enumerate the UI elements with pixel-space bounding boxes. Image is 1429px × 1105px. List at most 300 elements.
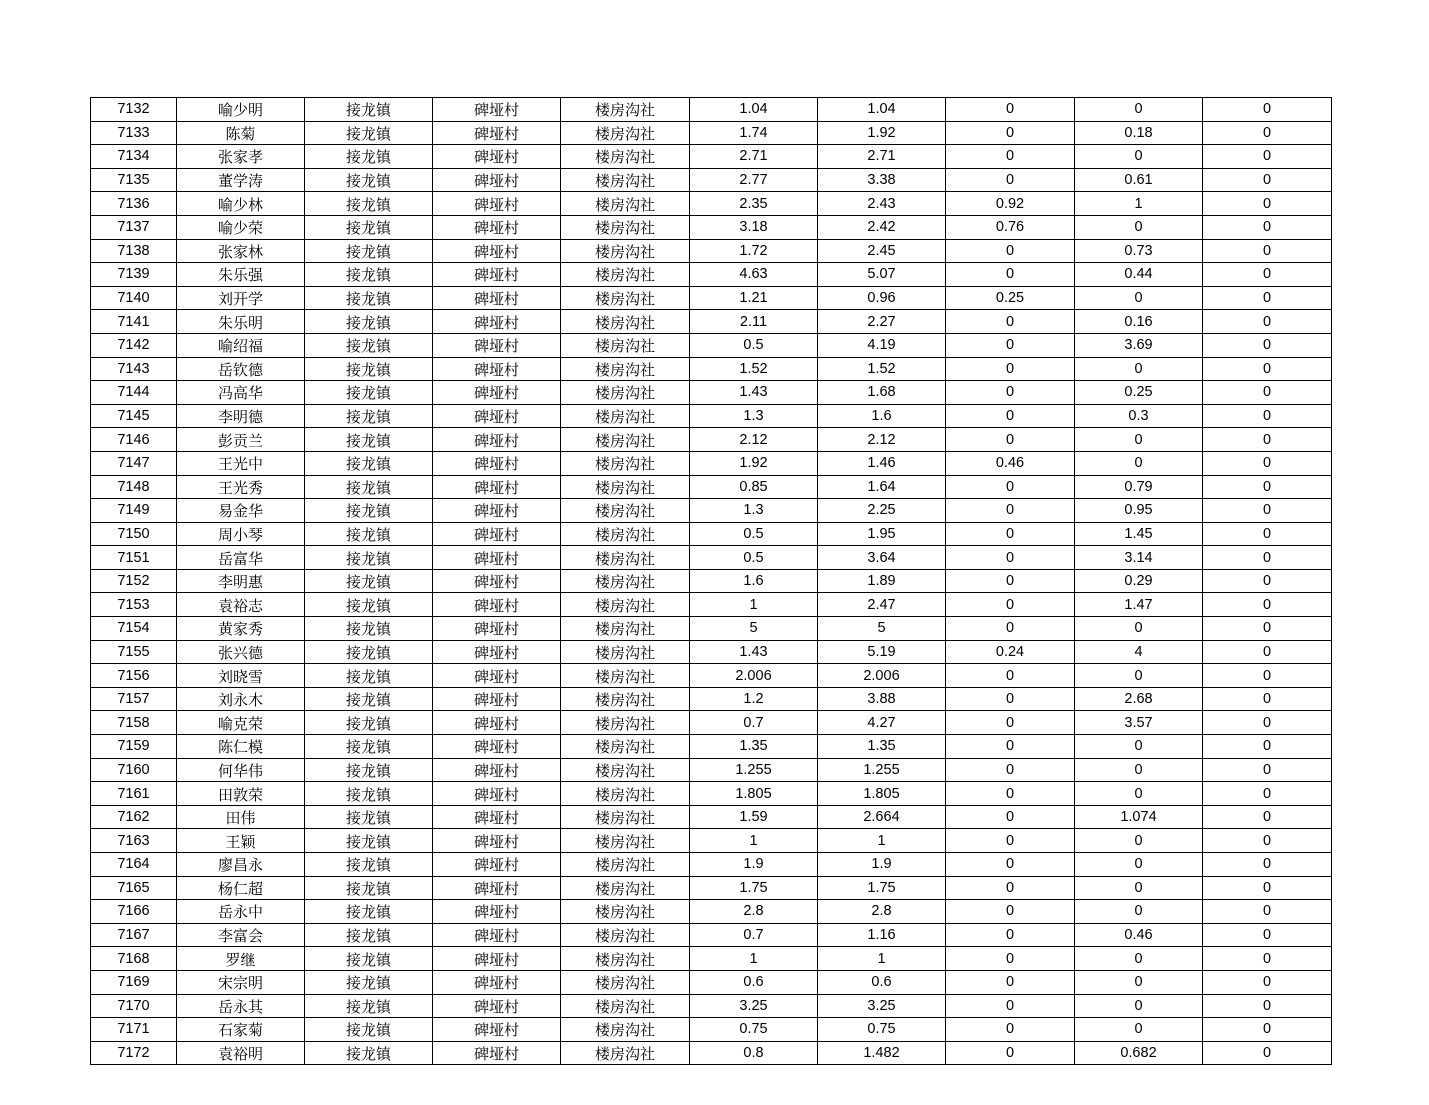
group-cell: 楼房沟社: [561, 970, 690, 994]
table-row: [91, 98, 1332, 122]
group-cell: 楼房沟社: [561, 664, 690, 688]
group-cell: 楼房沟社: [561, 381, 690, 405]
value-3-cell: 0: [946, 145, 1075, 169]
group-cell: 楼房沟社: [561, 263, 690, 287]
table-row: [91, 687, 1332, 711]
value-2-cell: 1.255: [818, 758, 946, 782]
id-cell: 7161: [91, 782, 177, 806]
table-row: [91, 192, 1332, 216]
value-2-cell: 5.07: [818, 263, 946, 287]
value-4-cell: 0: [1075, 970, 1203, 994]
value-1-cell: 1.75: [690, 876, 818, 900]
value-4-cell: 0: [1075, 1018, 1203, 1042]
value-5-cell: 0: [1203, 970, 1332, 994]
town-cell: 接龙镇: [305, 428, 433, 452]
name-cell: 何华伟: [177, 758, 305, 782]
value-4-cell: 0: [1075, 428, 1203, 452]
value-4-cell: 0: [1075, 876, 1203, 900]
value-1-cell: 5: [690, 617, 818, 641]
value-1-cell: 1.6: [690, 569, 818, 593]
group-cell: 楼房沟社: [561, 546, 690, 570]
value-2-cell: 5: [818, 617, 946, 641]
value-3-cell: 0: [946, 970, 1075, 994]
name-cell: 岳富华: [177, 546, 305, 570]
value-1-cell: 1.92: [690, 451, 818, 475]
value-2-cell: 2.45: [818, 239, 946, 263]
value-5-cell: 0: [1203, 499, 1332, 523]
name-cell: 李明德: [177, 404, 305, 428]
value-4-cell: 2.68: [1075, 687, 1203, 711]
town-cell: 接龙镇: [305, 758, 433, 782]
value-4-cell: 0: [1075, 782, 1203, 806]
town-cell: 接龙镇: [305, 499, 433, 523]
id-cell: 7150: [91, 522, 177, 546]
value-4-cell: 0: [1075, 451, 1203, 475]
group-cell: 楼房沟社: [561, 404, 690, 428]
value-2-cell: 1.92: [818, 121, 946, 145]
value-4-cell: 1.45: [1075, 522, 1203, 546]
value-2-cell: 3.64: [818, 546, 946, 570]
value-4-cell: 0: [1075, 947, 1203, 971]
id-cell: 7144: [91, 381, 177, 405]
value-3-cell: 0: [946, 923, 1075, 947]
table-row: [91, 994, 1332, 1018]
table-row: [91, 735, 1332, 759]
value-1-cell: 0.75: [690, 1018, 818, 1042]
group-cell: 楼房沟社: [561, 640, 690, 664]
table-row: [91, 522, 1332, 546]
value-4-cell: 0: [1075, 215, 1203, 239]
table-row: [91, 239, 1332, 263]
village-cell: 碑垭村: [433, 98, 561, 122]
table-row: [91, 499, 1332, 523]
value-2-cell: 1.805: [818, 782, 946, 806]
name-cell: 岳永中: [177, 900, 305, 924]
id-cell: 7133: [91, 121, 177, 145]
value-3-cell: 0.76: [946, 215, 1075, 239]
id-cell: 7138: [91, 239, 177, 263]
id-cell: 7141: [91, 310, 177, 334]
name-cell: 喻克荣: [177, 711, 305, 735]
town-cell: 接龙镇: [305, 617, 433, 641]
table-row: [91, 145, 1332, 169]
name-cell: 石家菊: [177, 1018, 305, 1042]
value-1-cell: 0.6: [690, 970, 818, 994]
value-2-cell: 2.12: [818, 428, 946, 452]
value-3-cell: 0: [946, 900, 1075, 924]
value-2-cell: 1.6: [818, 404, 946, 428]
value-1-cell: 1.2: [690, 687, 818, 711]
table-row: [91, 805, 1332, 829]
value-4-cell: 0: [1075, 758, 1203, 782]
village-cell: 碑垭村: [433, 758, 561, 782]
value-2-cell: 1.9: [818, 853, 946, 877]
value-4-cell: 0: [1075, 994, 1203, 1018]
value-4-cell: 0: [1075, 145, 1203, 169]
value-1-cell: 0.5: [690, 522, 818, 546]
group-cell: 楼房沟社: [561, 286, 690, 310]
id-cell: 7169: [91, 970, 177, 994]
town-cell: 接龙镇: [305, 357, 433, 381]
name-cell: 喻少林: [177, 192, 305, 216]
town-cell: 接龙镇: [305, 947, 433, 971]
id-cell: 7136: [91, 192, 177, 216]
value-5-cell: 0: [1203, 522, 1332, 546]
value-3-cell: 0: [946, 805, 1075, 829]
value-5-cell: 0: [1203, 546, 1332, 570]
village-cell: 碑垭村: [433, 145, 561, 169]
group-cell: 楼房沟社: [561, 829, 690, 853]
value-1-cell: 2.12: [690, 428, 818, 452]
value-3-cell: 0: [946, 310, 1075, 334]
town-cell: 接龙镇: [305, 286, 433, 310]
value-2-cell: 1: [818, 947, 946, 971]
value-1-cell: 2.11: [690, 310, 818, 334]
value-5-cell: 0: [1203, 947, 1332, 971]
table-row: [91, 923, 1332, 947]
value-5-cell: 0: [1203, 711, 1332, 735]
value-5-cell: 0: [1203, 923, 1332, 947]
group-cell: 楼房沟社: [561, 805, 690, 829]
id-cell: 7153: [91, 593, 177, 617]
town-cell: 接龙镇: [305, 263, 433, 287]
value-5-cell: 0: [1203, 687, 1332, 711]
village-cell: 碑垭村: [433, 263, 561, 287]
id-cell: 7156: [91, 664, 177, 688]
value-3-cell: 0: [946, 499, 1075, 523]
id-cell: 7147: [91, 451, 177, 475]
table-body: [91, 98, 1332, 1065]
value-5-cell: 0: [1203, 121, 1332, 145]
name-cell: 宋宗明: [177, 970, 305, 994]
value-5-cell: 0: [1203, 357, 1332, 381]
value-4-cell: 0: [1075, 286, 1203, 310]
table-row: [91, 711, 1332, 735]
value-2-cell: 2.47: [818, 593, 946, 617]
name-cell: 岳永其: [177, 994, 305, 1018]
value-3-cell: 0.25: [946, 286, 1075, 310]
value-5-cell: 0: [1203, 475, 1332, 499]
value-3-cell: 0: [946, 782, 1075, 806]
group-cell: 楼房沟社: [561, 593, 690, 617]
village-cell: 碑垭村: [433, 593, 561, 617]
value-4-cell: 0.44: [1075, 263, 1203, 287]
value-5-cell: 0: [1203, 1041, 1332, 1065]
table-row: [91, 546, 1332, 570]
value-1-cell: 1.3: [690, 499, 818, 523]
name-cell: 王光秀: [177, 475, 305, 499]
value-1-cell: 2.35: [690, 192, 818, 216]
value-3-cell: 0.92: [946, 192, 1075, 216]
value-1-cell: 3.18: [690, 215, 818, 239]
table-row: [91, 357, 1332, 381]
id-cell: 7145: [91, 404, 177, 428]
table-row: [91, 970, 1332, 994]
name-cell: 田敦荣: [177, 782, 305, 806]
value-5-cell: 0: [1203, 215, 1332, 239]
village-cell: 碑垭村: [433, 805, 561, 829]
value-5-cell: 0: [1203, 735, 1332, 759]
name-cell: 董学涛: [177, 168, 305, 192]
value-1-cell: 1.04: [690, 98, 818, 122]
value-4-cell: 3.69: [1075, 333, 1203, 357]
value-5-cell: 0: [1203, 404, 1332, 428]
value-2-cell: 2.43: [818, 192, 946, 216]
table-row: [91, 876, 1332, 900]
value-5-cell: 0: [1203, 98, 1332, 122]
value-2-cell: 3.38: [818, 168, 946, 192]
group-cell: 楼房沟社: [561, 569, 690, 593]
value-1-cell: 0.85: [690, 475, 818, 499]
table-row: [91, 853, 1332, 877]
name-cell: 张家林: [177, 239, 305, 263]
value-3-cell: 0: [946, 475, 1075, 499]
name-cell: 易金华: [177, 499, 305, 523]
group-cell: 楼房沟社: [561, 215, 690, 239]
value-2-cell: 1.04: [818, 98, 946, 122]
id-cell: 7167: [91, 923, 177, 947]
town-cell: 接龙镇: [305, 640, 433, 664]
name-cell: 张兴德: [177, 640, 305, 664]
town-cell: 接龙镇: [305, 593, 433, 617]
value-5-cell: 0: [1203, 192, 1332, 216]
village-cell: 碑垭村: [433, 333, 561, 357]
value-2-cell: 3.88: [818, 687, 946, 711]
value-3-cell: 0: [946, 546, 1075, 570]
village-cell: 碑垭村: [433, 640, 561, 664]
value-2-cell: 1: [818, 829, 946, 853]
value-2-cell: 0.6: [818, 970, 946, 994]
name-cell: 陈菊: [177, 121, 305, 145]
value-4-cell: 0: [1075, 900, 1203, 924]
value-4-cell: 0: [1075, 829, 1203, 853]
value-4-cell: 0: [1075, 98, 1203, 122]
table-row: [91, 640, 1332, 664]
value-2-cell: 2.664: [818, 805, 946, 829]
value-4-cell: 0: [1075, 664, 1203, 688]
value-4-cell: 0.3: [1075, 404, 1203, 428]
village-cell: 碑垭村: [433, 876, 561, 900]
id-cell: 7151: [91, 546, 177, 570]
value-3-cell: 0: [946, 239, 1075, 263]
table-row: [91, 475, 1332, 499]
value-1-cell: 2.77: [690, 168, 818, 192]
value-1-cell: 0.8: [690, 1041, 818, 1065]
village-cell: 碑垭村: [433, 121, 561, 145]
value-4-cell: 0.73: [1075, 239, 1203, 263]
value-1-cell: 4.63: [690, 263, 818, 287]
value-1-cell: 1.3: [690, 404, 818, 428]
village-cell: 碑垭村: [433, 994, 561, 1018]
value-1-cell: 0.7: [690, 923, 818, 947]
value-5-cell: 0: [1203, 617, 1332, 641]
value-2-cell: 1.64: [818, 475, 946, 499]
table-row: [91, 900, 1332, 924]
name-cell: 刘晓雪: [177, 664, 305, 688]
value-3-cell: 0.46: [946, 451, 1075, 475]
value-2-cell: 1.46: [818, 451, 946, 475]
value-2-cell: 4.19: [818, 333, 946, 357]
village-cell: 碑垭村: [433, 475, 561, 499]
village-cell: 碑垭村: [433, 381, 561, 405]
value-2-cell: 1.89: [818, 569, 946, 593]
id-cell: 7135: [91, 168, 177, 192]
value-3-cell: 0: [946, 1041, 1075, 1065]
group-cell: 楼房沟社: [561, 333, 690, 357]
town-cell: 接龙镇: [305, 735, 433, 759]
group-cell: 楼房沟社: [561, 145, 690, 169]
value-5-cell: 0: [1203, 853, 1332, 877]
value-2-cell: 1.16: [818, 923, 946, 947]
value-3-cell: 0: [946, 522, 1075, 546]
village-cell: 碑垭村: [433, 900, 561, 924]
id-cell: 7163: [91, 829, 177, 853]
village-cell: 碑垭村: [433, 215, 561, 239]
value-2-cell: 2.006: [818, 664, 946, 688]
value-2-cell: 2.8: [818, 900, 946, 924]
value-3-cell: 0: [946, 593, 1075, 617]
value-5-cell: 0: [1203, 451, 1332, 475]
value-4-cell: 3.57: [1075, 711, 1203, 735]
village-cell: 碑垭村: [433, 428, 561, 452]
name-cell: 袁裕志: [177, 593, 305, 617]
town-cell: 接龙镇: [305, 404, 433, 428]
value-3-cell: 0: [946, 853, 1075, 877]
table-row: [91, 829, 1332, 853]
table-row: [91, 121, 1332, 145]
group-cell: 楼房沟社: [561, 475, 690, 499]
value-4-cell: 0.682: [1075, 1041, 1203, 1065]
name-cell: 杨仁超: [177, 876, 305, 900]
value-2-cell: 1.482: [818, 1041, 946, 1065]
town-cell: 接龙镇: [305, 310, 433, 334]
village-cell: 碑垭村: [433, 664, 561, 688]
value-4-cell: 0.46: [1075, 923, 1203, 947]
table-row: [91, 168, 1332, 192]
value-5-cell: 0: [1203, 664, 1332, 688]
value-1-cell: 1.9: [690, 853, 818, 877]
group-cell: 楼房沟社: [561, 994, 690, 1018]
table-row: [91, 617, 1332, 641]
town-cell: 接龙镇: [305, 853, 433, 877]
value-5-cell: 0: [1203, 994, 1332, 1018]
id-cell: 7164: [91, 853, 177, 877]
group-cell: 楼房沟社: [561, 735, 690, 759]
group-cell: 楼房沟社: [561, 947, 690, 971]
value-5-cell: 0: [1203, 168, 1332, 192]
value-3-cell: 0: [946, 428, 1075, 452]
id-cell: 7168: [91, 947, 177, 971]
value-1-cell: 1.255: [690, 758, 818, 782]
group-cell: 楼房沟社: [561, 192, 690, 216]
value-5-cell: 0: [1203, 569, 1332, 593]
name-cell: 王光中: [177, 451, 305, 475]
value-4-cell: 0.25: [1075, 381, 1203, 405]
name-cell: 喻绍福: [177, 333, 305, 357]
village-cell: 碑垭村: [433, 168, 561, 192]
value-3-cell: 0: [946, 664, 1075, 688]
town-cell: 接龙镇: [305, 239, 433, 263]
id-cell: 7148: [91, 475, 177, 499]
table-row: [91, 404, 1332, 428]
id-cell: 7157: [91, 687, 177, 711]
value-3-cell: 0: [946, 357, 1075, 381]
group-cell: 楼房沟社: [561, 782, 690, 806]
value-2-cell: 1.75: [818, 876, 946, 900]
value-5-cell: 0: [1203, 310, 1332, 334]
town-cell: 接龙镇: [305, 451, 433, 475]
value-2-cell: 2.42: [818, 215, 946, 239]
value-5-cell: 0: [1203, 640, 1332, 664]
value-3-cell: 0: [946, 333, 1075, 357]
name-cell: 朱乐强: [177, 263, 305, 287]
value-1-cell: 1.72: [690, 239, 818, 263]
village-cell: 碑垭村: [433, 1018, 561, 1042]
value-4-cell: 3.14: [1075, 546, 1203, 570]
group-cell: 楼房沟社: [561, 1018, 690, 1042]
value-4-cell: 1: [1075, 192, 1203, 216]
id-cell: 7165: [91, 876, 177, 900]
table-row: [91, 758, 1332, 782]
value-4-cell: 0.18: [1075, 121, 1203, 145]
value-1-cell: 1.805: [690, 782, 818, 806]
name-cell: 彭贡兰: [177, 428, 305, 452]
value-3-cell: 0: [946, 98, 1075, 122]
value-2-cell: 4.27: [818, 711, 946, 735]
id-cell: 7142: [91, 333, 177, 357]
value-3-cell: 0: [946, 168, 1075, 192]
town-cell: 接龙镇: [305, 900, 433, 924]
town-cell: 接龙镇: [305, 1041, 433, 1065]
table-row: [91, 263, 1332, 287]
group-cell: 楼房沟社: [561, 357, 690, 381]
village-cell: 碑垭村: [433, 522, 561, 546]
town-cell: 接龙镇: [305, 333, 433, 357]
table-row: [91, 664, 1332, 688]
town-cell: 接龙镇: [305, 664, 433, 688]
value-5-cell: 0: [1203, 286, 1332, 310]
village-cell: 碑垭村: [433, 1041, 561, 1065]
name-cell: 刘永木: [177, 687, 305, 711]
id-cell: 7143: [91, 357, 177, 381]
town-cell: 接龙镇: [305, 687, 433, 711]
value-5-cell: 0: [1203, 263, 1332, 287]
table-row: [91, 451, 1332, 475]
group-cell: 楼房沟社: [561, 711, 690, 735]
name-cell: 罗继: [177, 947, 305, 971]
town-cell: 接龙镇: [305, 994, 433, 1018]
village-cell: 碑垭村: [433, 192, 561, 216]
village-cell: 碑垭村: [433, 546, 561, 570]
value-1-cell: 1.21: [690, 286, 818, 310]
id-cell: 7140: [91, 286, 177, 310]
village-cell: 碑垭村: [433, 617, 561, 641]
town-cell: 接龙镇: [305, 782, 433, 806]
town-cell: 接龙镇: [305, 121, 433, 145]
value-4-cell: 0: [1075, 357, 1203, 381]
id-cell: 7149: [91, 499, 177, 523]
name-cell: 喻少荣: [177, 215, 305, 239]
value-5-cell: 0: [1203, 876, 1332, 900]
group-cell: 楼房沟社: [561, 687, 690, 711]
value-4-cell: 1.074: [1075, 805, 1203, 829]
value-3-cell: 0: [946, 994, 1075, 1018]
group-cell: 楼房沟社: [561, 1041, 690, 1065]
value-3-cell: 0: [946, 947, 1075, 971]
data-table: [90, 97, 1332, 1065]
value-1-cell: 1.43: [690, 640, 818, 664]
value-3-cell: 0: [946, 829, 1075, 853]
